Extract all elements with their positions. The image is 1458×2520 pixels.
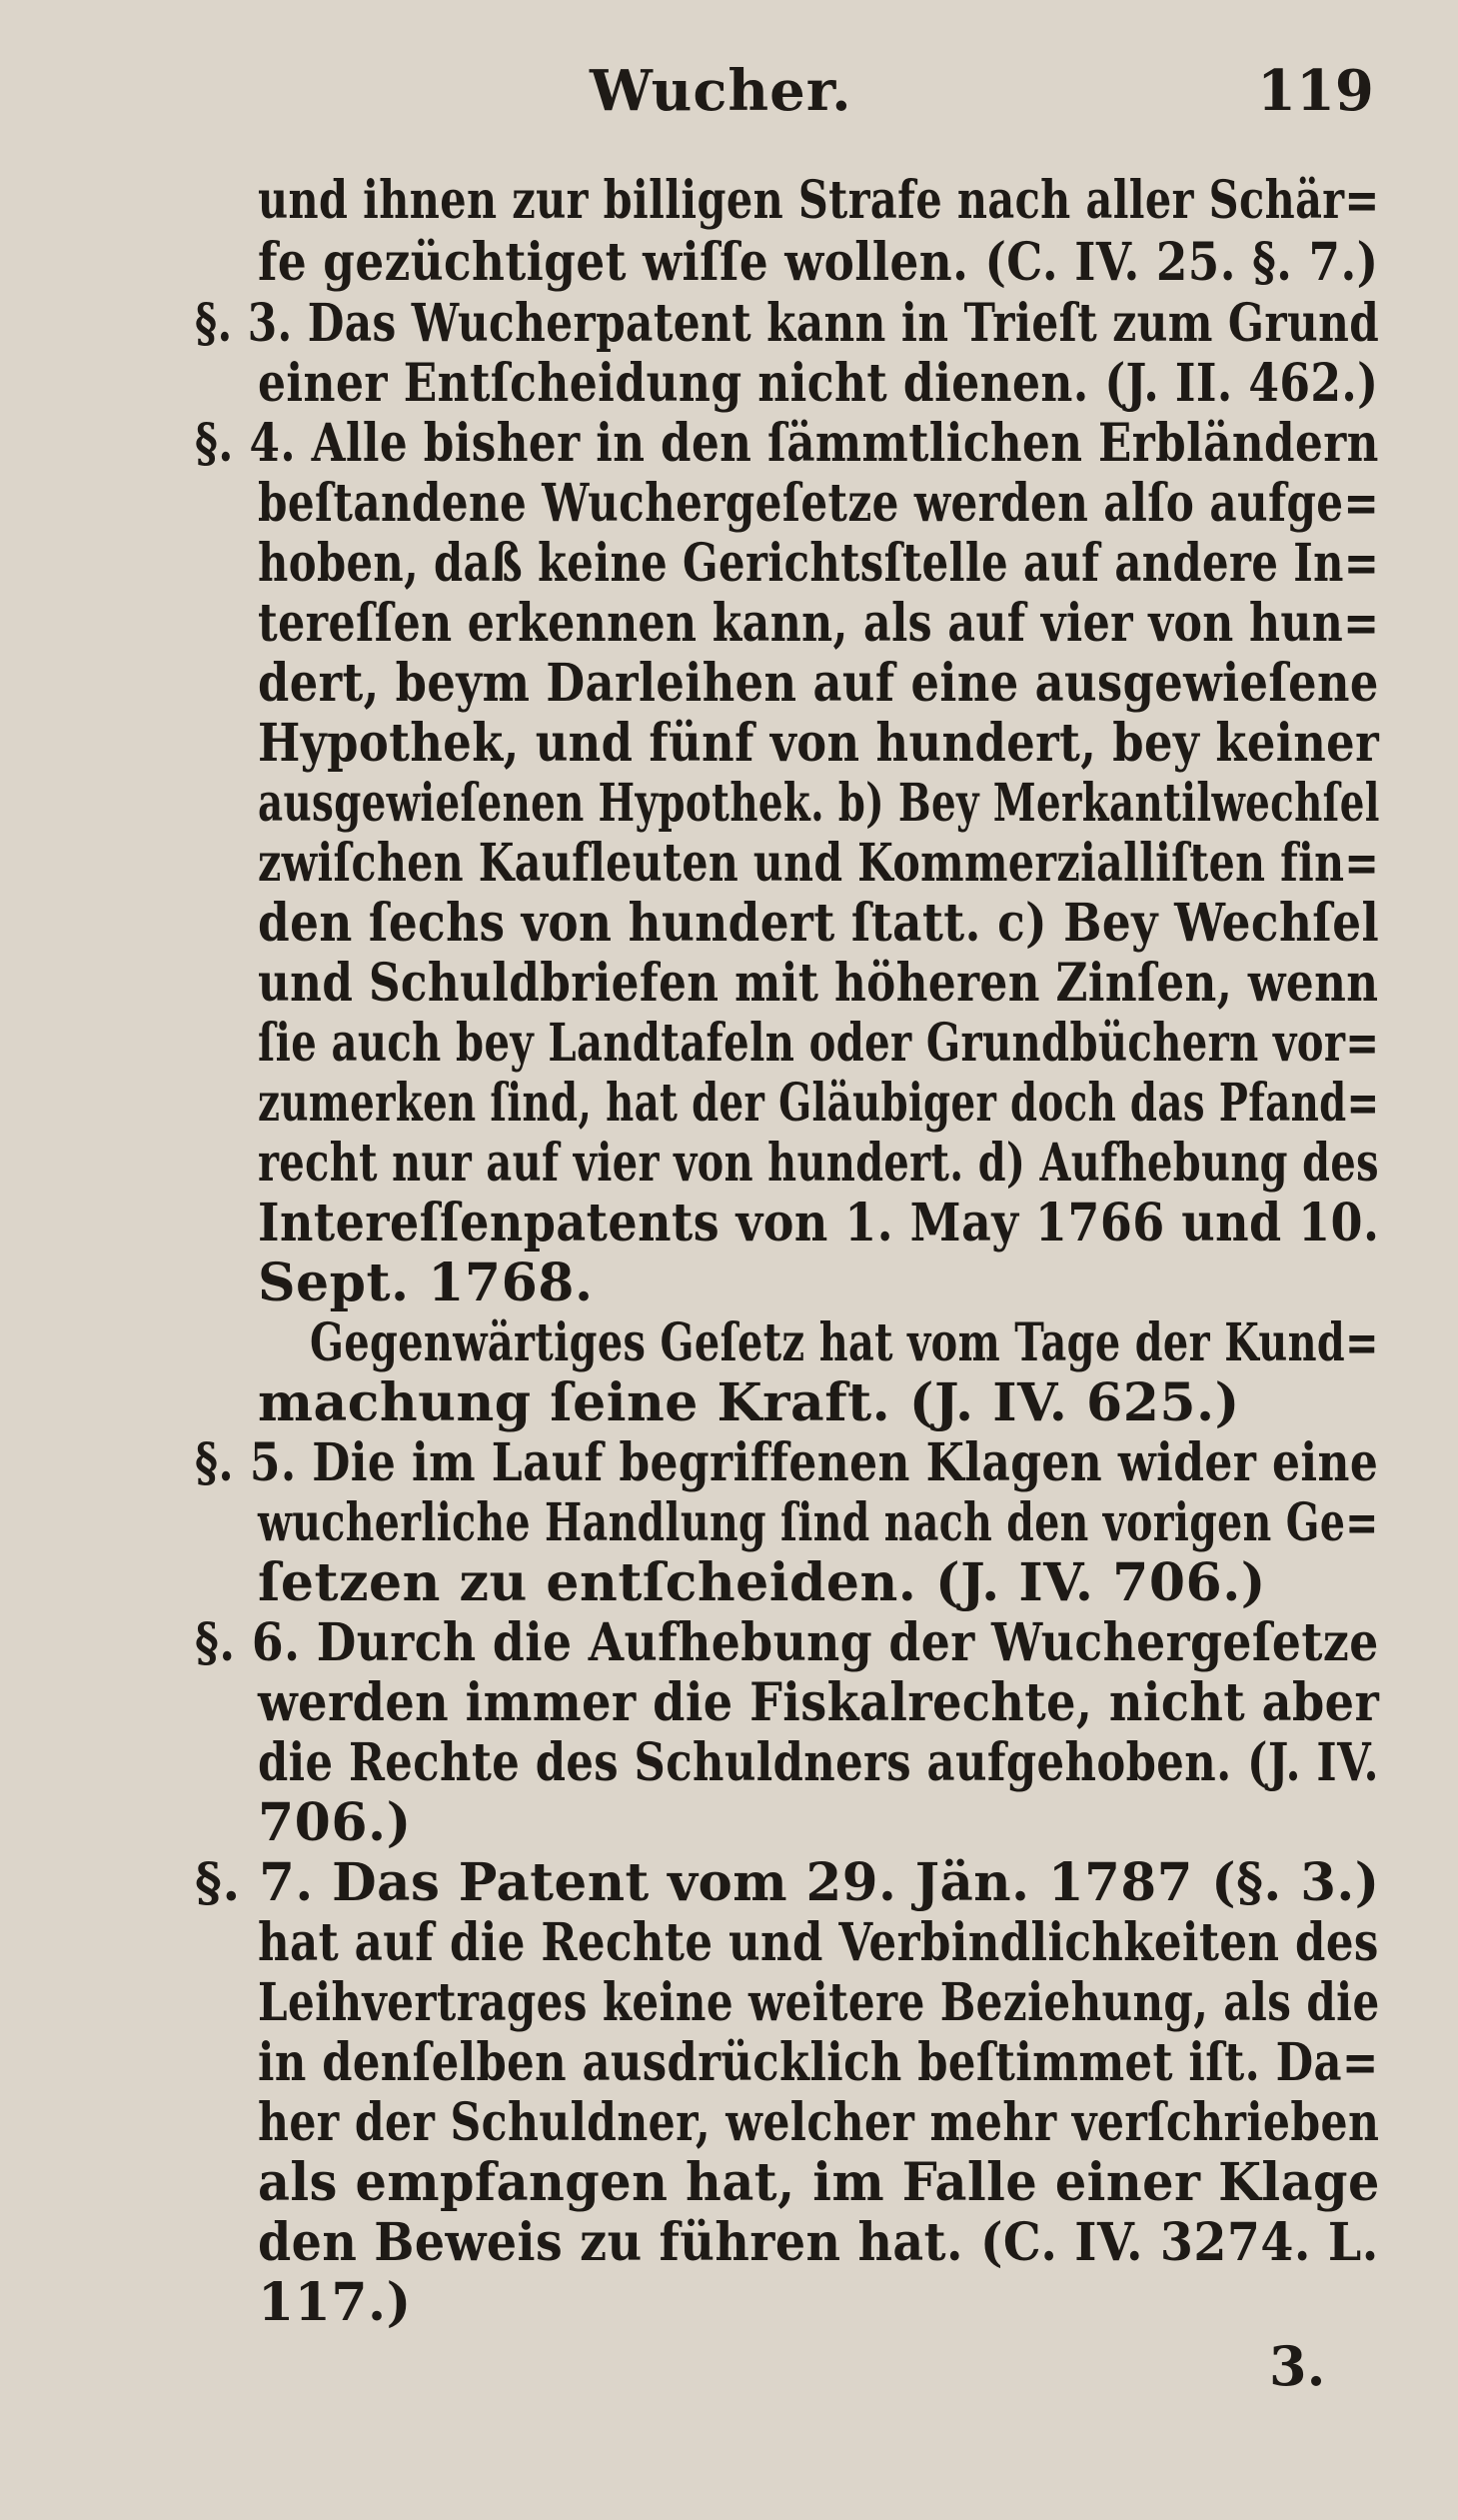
text-line: fe gezüchtiget wiſſe wollen. (C. IV. 25. §. 7.) bbox=[258, 232, 1379, 293]
text-line: Intereſſenpatents von 1. May 1766 und 10. bbox=[258, 1193, 1380, 1254]
text-line: her der Schuldner, welcher mehr verſchrieben bbox=[258, 2092, 1380, 2153]
catchword: 3. bbox=[1269, 2334, 1326, 2398]
text-line: tereſſen erkennen kann, als auf vier von hun= bbox=[258, 593, 1380, 654]
text-line: Hypothek, und fünf von hundert, bey keiner bbox=[258, 713, 1380, 774]
text-line: ausgewieſenen Hypothek. b) Bey Merkantilwechſel bbox=[258, 773, 1380, 834]
text-line: beſtandene Wuchergeſetze werden alſo aufge= bbox=[258, 473, 1380, 534]
running-head: Wucher. bbox=[590, 58, 852, 124]
text-line: zwiſchen Kaufleuten und Kommerzialliſten fin= bbox=[258, 833, 1380, 894]
text-line: ſie auch bey Landtafeln oder Grundbüchern vor= bbox=[258, 1013, 1380, 1074]
text-line: einer Entſcheidung nicht dienen. (J. II. 462.) bbox=[258, 353, 1379, 414]
text-line: Leihvertrages keine weitere Beziehung, als die bbox=[258, 1972, 1380, 2033]
text-line: hoben, daß keine Gerichtsſtelle auf andere In= bbox=[258, 533, 1380, 594]
text-line: dert, beym Darleihen auf eine ausgewieſene bbox=[258, 653, 1379, 714]
text-line: werden immer die Fiskalrechte, nicht aber bbox=[258, 1672, 1380, 1733]
text-line: und Schuldbriefen mit höheren Zinſen, wenn bbox=[258, 953, 1379, 1014]
text-line: §. 3. Das Wucherpatent kann in Trieſt zum Grund bbox=[195, 293, 1380, 354]
text-line: recht nur auf vier von hundert. d) Aufhebung des bbox=[258, 1133, 1379, 1194]
text-line: die Rechte des Schuldners aufgehoben. (J. IV. bbox=[258, 1732, 1379, 1793]
text-line: §. 6. Durch die Aufhebung der Wuchergeſetze bbox=[195, 1612, 1379, 1673]
text-line: Gegenwärtiges Geſetz hat vom Tage der Kund= bbox=[310, 1312, 1379, 1373]
text-line: 117.) bbox=[258, 2272, 412, 2333]
text-line: Sept. 1768. bbox=[258, 1253, 594, 1313]
text-line: hat auf die Rechte und Verbindlichkeiten des bbox=[258, 1912, 1379, 1973]
text-line: zumerken ſind, hat der Gläubiger doch das Pfand= bbox=[258, 1073, 1380, 1134]
page-number: 119 bbox=[1257, 58, 1374, 124]
text-line: und ihnen zur billigen Strafe nach aller Schär= bbox=[258, 170, 1380, 231]
text-line: §. 4. Alle bisher in den ſämmtlichen Erbländern bbox=[195, 413, 1379, 474]
text-line: den Beweis zu führen hat. (C. IV. 3274. L. bbox=[258, 2212, 1379, 2273]
text-line: den ſechs von hundert ſtatt. c) Bey Wechſel bbox=[258, 893, 1380, 954]
text-line: machung ſeine Kraft. (J. IV. 625.) bbox=[258, 1372, 1240, 1433]
text-line: ſetzen zu entſcheiden. (J. IV. 706.) bbox=[258, 1552, 1266, 1613]
text-line: 706.) bbox=[258, 1792, 412, 1853]
text-line: wucherliche Handlung ſind nach den vorigen Ge= bbox=[258, 1492, 1379, 1553]
text-line: in denſelben ausdrücklich beſtimmet iſt. Da= bbox=[258, 2032, 1379, 2093]
text-line: §. 7. Das Patent vom 29. Jän. 1787 (§. 3.) bbox=[195, 1852, 1380, 1913]
text-line: §. 5. Die im Lauf begriffenen Klagen wider eine bbox=[195, 1432, 1379, 1493]
text-line: als empfangen hat, im Falle einer Klage bbox=[258, 2152, 1380, 2213]
page-header bbox=[0, 58, 1458, 138]
